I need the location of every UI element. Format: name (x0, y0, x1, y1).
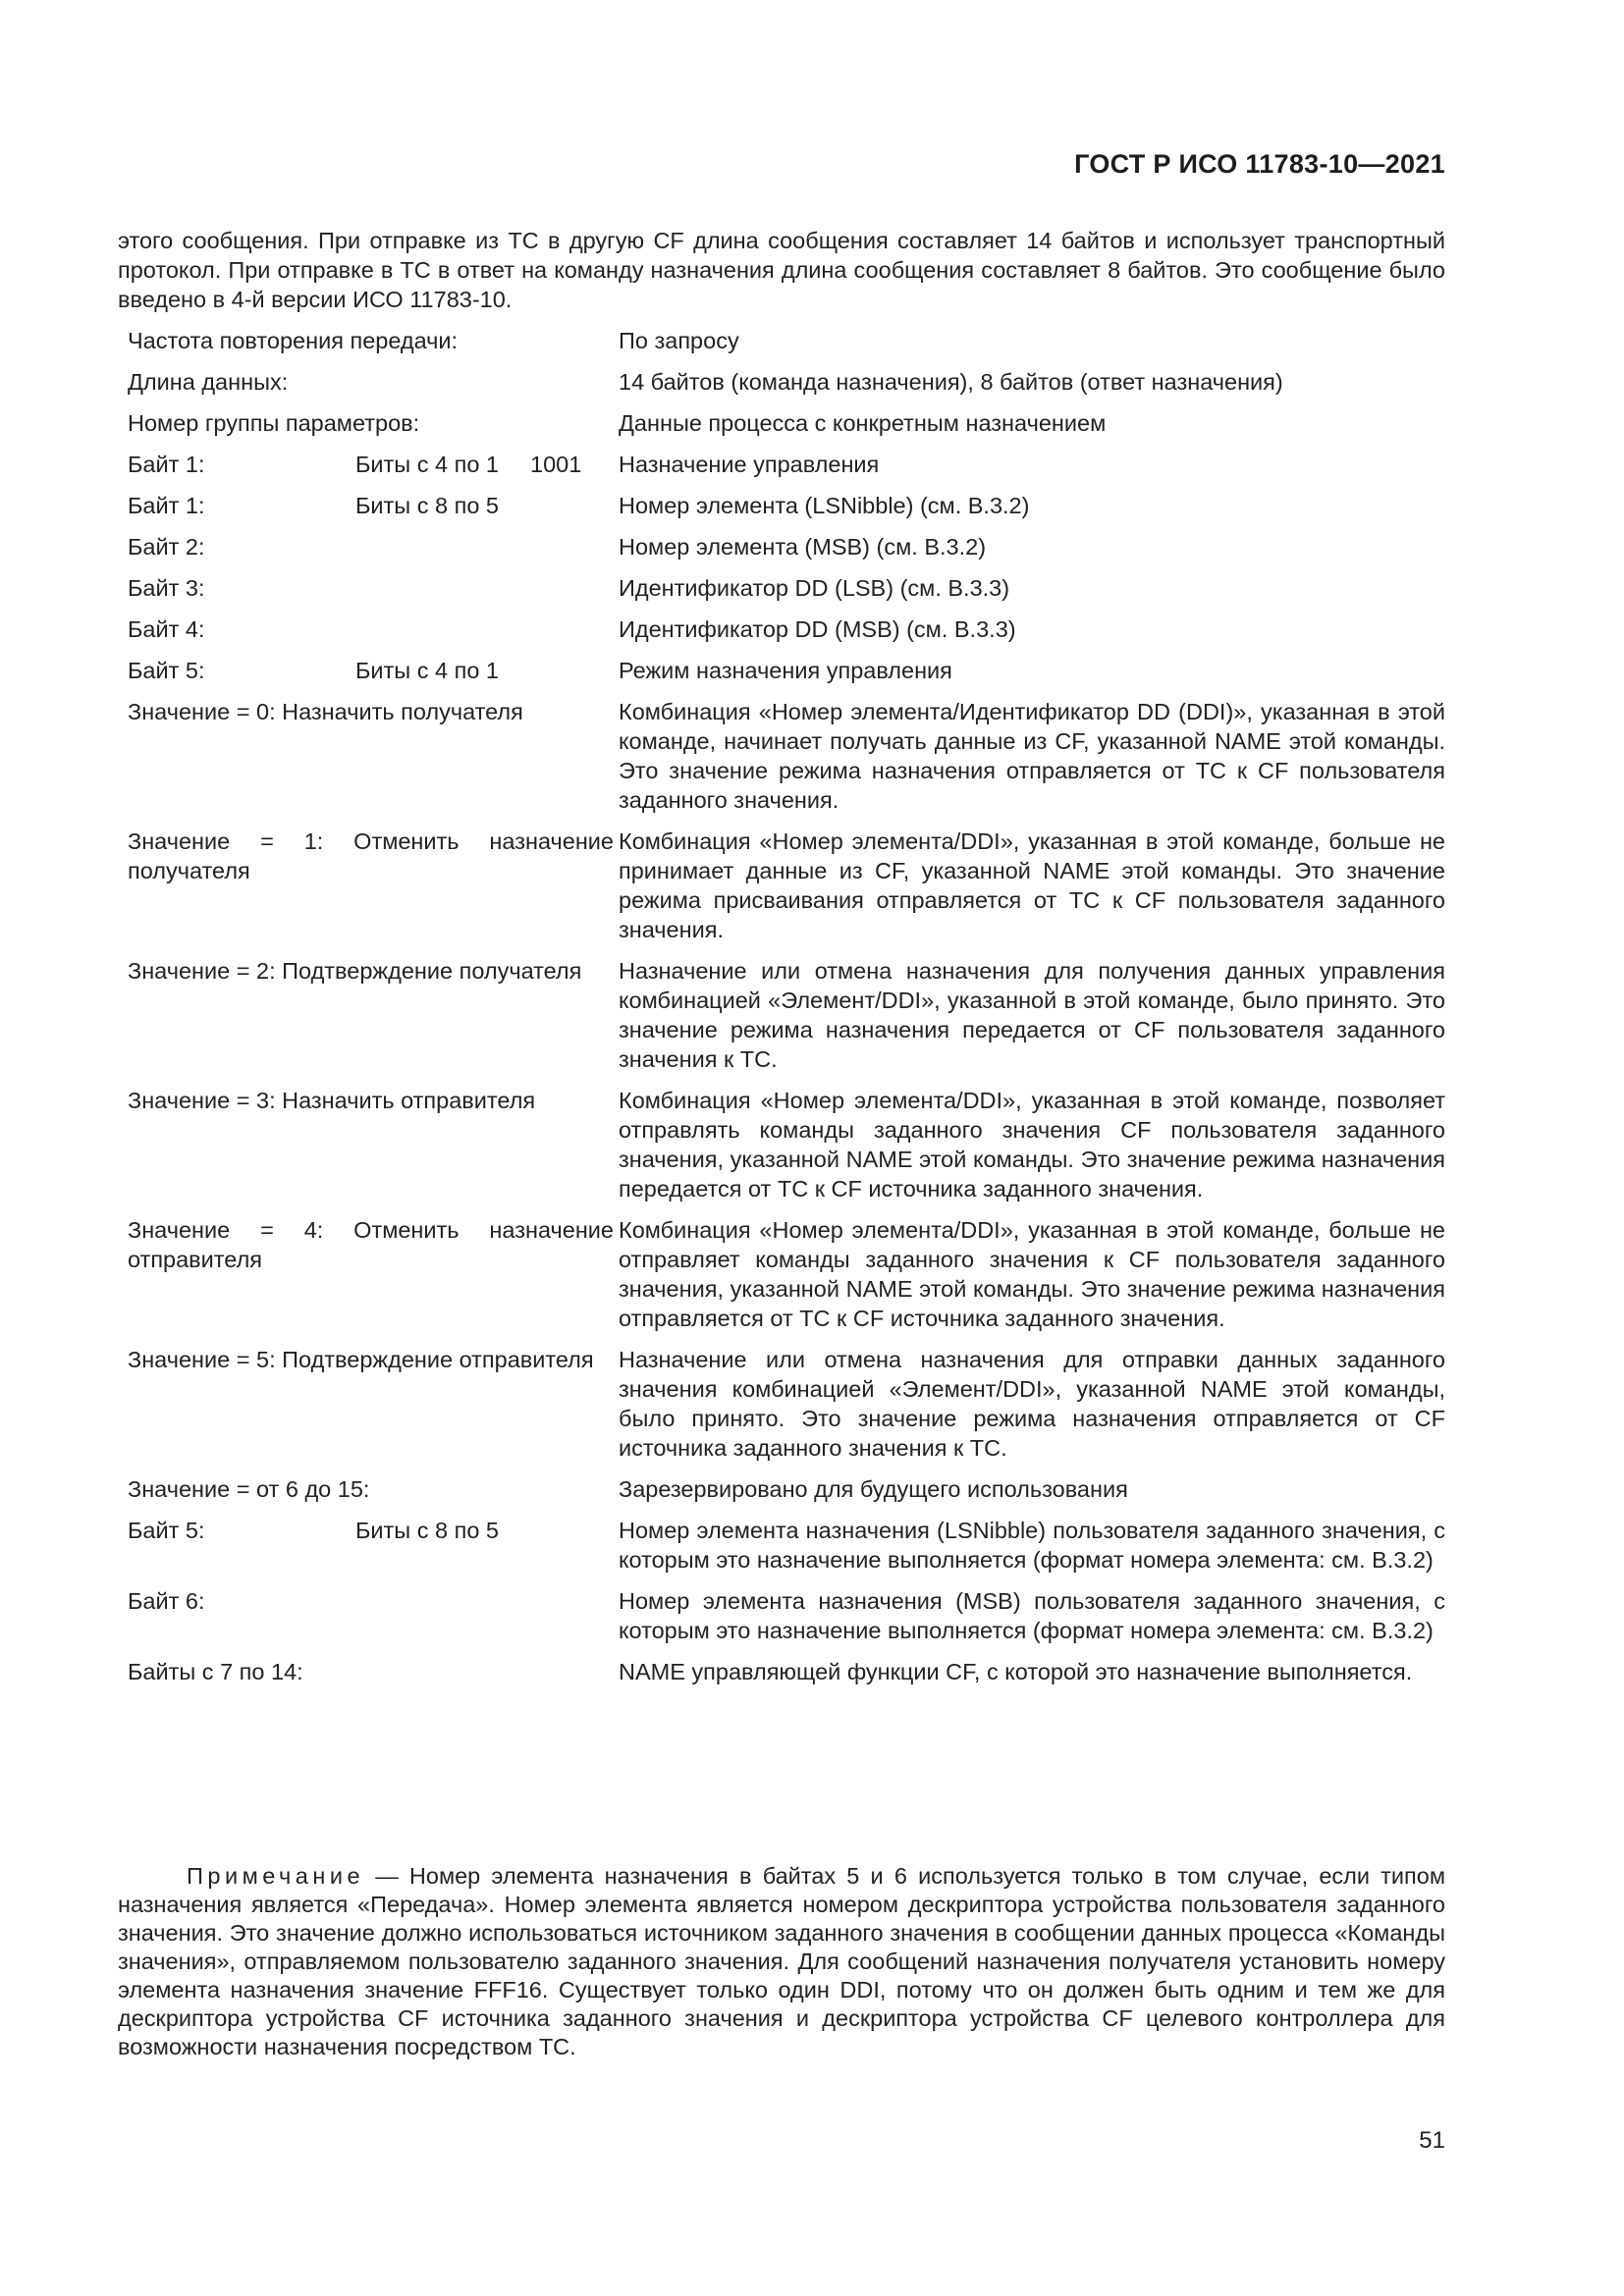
value-label: Значение = 5: Подтверждение отправителя (128, 1347, 594, 1372)
param-desc: Идентификатор DD (MSB) (см. B.3.3) (619, 616, 1016, 642)
byte-label: Байт 5: (128, 658, 205, 683)
byte-label: Байт 1: (128, 452, 205, 477)
param-desc: По запросу (619, 328, 739, 353)
parameter-table (128, 326, 1445, 1698)
byte-label: Байт 1: (128, 493, 205, 518)
byte-label: Байт 3: (128, 575, 205, 601)
value-label: Значение = 2: Подтверждение получателя (128, 958, 582, 984)
param-desc: Зарезервировано для будущего использования (619, 1476, 1128, 1502)
param-row-byte5-bits8-5 (128, 1516, 1445, 1575)
param-desc: Номер элемента назначения (LSNibble) пользователя заданного значения, с которым это назначение выполняется (формат номера элемента: см. B.3.2) (619, 1518, 1445, 1573)
param-desc: Назначение или отмена назначения для получения данных управления комбинацией «Элемент/DDI», указанной в этой команде, было принято. Это значение режима назначения передается от CF пользователя заданного значения к TC. (619, 958, 1445, 1072)
bit-code: 1001 (530, 452, 582, 477)
value-label: Значение = от 6 до 15: (128, 1476, 370, 1502)
param-row-byte2 (128, 532, 1445, 561)
param-row-value-0 (128, 697, 1445, 815)
param-row-bytes7-14 (128, 1657, 1445, 1686)
param-label: Байты с 7 по 14: (128, 1659, 303, 1684)
param-desc: Комбинация «Номер элемента/Идентификатор DD (DDI)», указанная в этой команде, начинает получать данные из CF, указанной NAME этой команды. Это значение режима назначения отправляется от TC к CF пользователя заданного значения. (619, 699, 1445, 813)
param-label: Длина данных: (128, 369, 289, 395)
bits-label: Биты с 8 по 5 (355, 1518, 500, 1543)
document-header: ГОСТ Р ИСО 11783-10—2021 (1074, 149, 1445, 179)
param-desc: Комбинация «Номер элемента/DDI», указанная в этой команде, больше не отправляет команды заданного значения к CF пользователя заданного значения, указанной NAME этой команды. Это значение режима назначения отправляется от TC к CF источника заданного значения. (619, 1217, 1445, 1331)
value-label: Значение = 0: Назначить получателя (128, 699, 523, 724)
param-desc: Идентификатор DD (LSB) (см. B.3.3) (619, 575, 1010, 601)
param-desc: NAME управляющей функции CF, с которой это назначение выполняется. (619, 1659, 1413, 1684)
param-row-byte1-bits8-5 (128, 491, 1445, 520)
param-row-pgn (128, 408, 1445, 438)
param-desc: Комбинация «Номер элемента/DDI», указанная в этой команде, позволяет отправлять команды заданного значения CF пользователя заданного значения, указанной NAME этой команды. Это значение режима назначения передается от TC к CF источника заданного значения. (619, 1088, 1445, 1201)
param-desc: Данные процесса с конкретным назначением (619, 410, 1107, 436)
param-desc: 14 байтов (команда назначения), 8 байтов (ответ назначения) (619, 369, 1283, 395)
byte-label: Байт 6: (128, 1588, 205, 1614)
intro-text: этого сообщения. При отправке из TC в другую CF длина сообщения составляет 14 байтов и использует транспортный протокол. При отправке в TC в ответ на команду назначения длина сообщения составляет 8 байтов. Это сообщение было введено в 4-й версии ИСО 11783-10. (118, 228, 1445, 312)
note-paragraph (118, 1862, 1445, 2061)
param-row-transmission-rate (128, 326, 1445, 355)
param-row-value-6-15 (128, 1474, 1445, 1504)
param-row-value-1 (128, 827, 1445, 944)
byte-label: Байт 5: (128, 1518, 205, 1543)
param-row-value-5 (128, 1345, 1445, 1463)
intro-paragraph (118, 226, 1445, 314)
param-row-value-4 (128, 1215, 1445, 1333)
param-desc: Назначение или отмена назначения для отправки данных заданного значения комбинацией «Элемент/DDI», указанной NAME этой команды, было принято. Это значение режима назначения отправляется от CF источника заданного значения к TC. (619, 1347, 1445, 1461)
page-number: 51 (1419, 2127, 1445, 2154)
param-desc: Номер элемента (MSB) (см. B.3.2) (619, 534, 987, 560)
param-label: Частота повторения передачи: (128, 328, 459, 353)
note-text: — Номер элемента назначения в байтах 5 и 6 используется только в том случае, если типом назначения является «Передача». Номер элемента является номером дескриптора устройства пользователя заданного значения. Это значение должно использоваться источником заданного значения в сообщении данных процесса «Команды значения», отправляемом пользователю заданного значения. Для сообщений назначения получателя установить номеру элемента назначения значение FFF16. Существует только один DDI, потому что он должен быть одним и тем же для дескриптора устройства CF источника заданного значения и дескриптора устройства CF целевого контроллера для возможности назначения посредством TC. (118, 1863, 1446, 2059)
param-desc: Номер элемента назначения (MSB) пользователя заданного значения, с которым это назначение выполняется (формат номера элемента: см. B.3.2) (619, 1588, 1445, 1643)
value-label: Значение = 3: Назначить отправителя (128, 1088, 536, 1113)
param-desc: Режим назначения управления (619, 658, 952, 683)
value-label: Значение = 4: Отменить назначение отправителя (128, 1217, 614, 1272)
param-row-data-length (128, 367, 1445, 397)
bits-label: Биты с 8 по 5 (355, 493, 500, 518)
param-desc: Номер элемента (LSNibble) (см. B.3.2) (619, 493, 1030, 518)
param-row-byte3 (128, 573, 1445, 603)
param-row-value-2 (128, 956, 1445, 1074)
bits-label: Биты с 4 по 1 (355, 658, 500, 683)
value-label: Значение = 1: Отменить назначение получателя (128, 828, 614, 883)
param-row-value-3 (128, 1086, 1445, 1203)
param-desc: Комбинация «Номер элемента/DDI», указанная в этой команде, больше не принимает данные из CF, указанной NAME этой команды. Это значение режима присваивания отправляется от TC к CF пользователя заданного значения. (619, 828, 1445, 942)
param-row-byte5-bits4-1 (128, 656, 1445, 685)
byte-label: Байт 4: (128, 616, 205, 642)
bits-label: Биты с 4 по 1 (355, 452, 500, 477)
param-label: Номер группы параметров: (128, 410, 420, 436)
param-desc: Назначение управления (619, 452, 880, 477)
param-row-byte4 (128, 614, 1445, 644)
note-label: Примечание (187, 1863, 365, 1889)
byte-label: Байт 2: (128, 534, 205, 560)
param-row-byte1-bits4-1 (128, 450, 1445, 479)
param-row-byte6 (128, 1586, 1445, 1645)
